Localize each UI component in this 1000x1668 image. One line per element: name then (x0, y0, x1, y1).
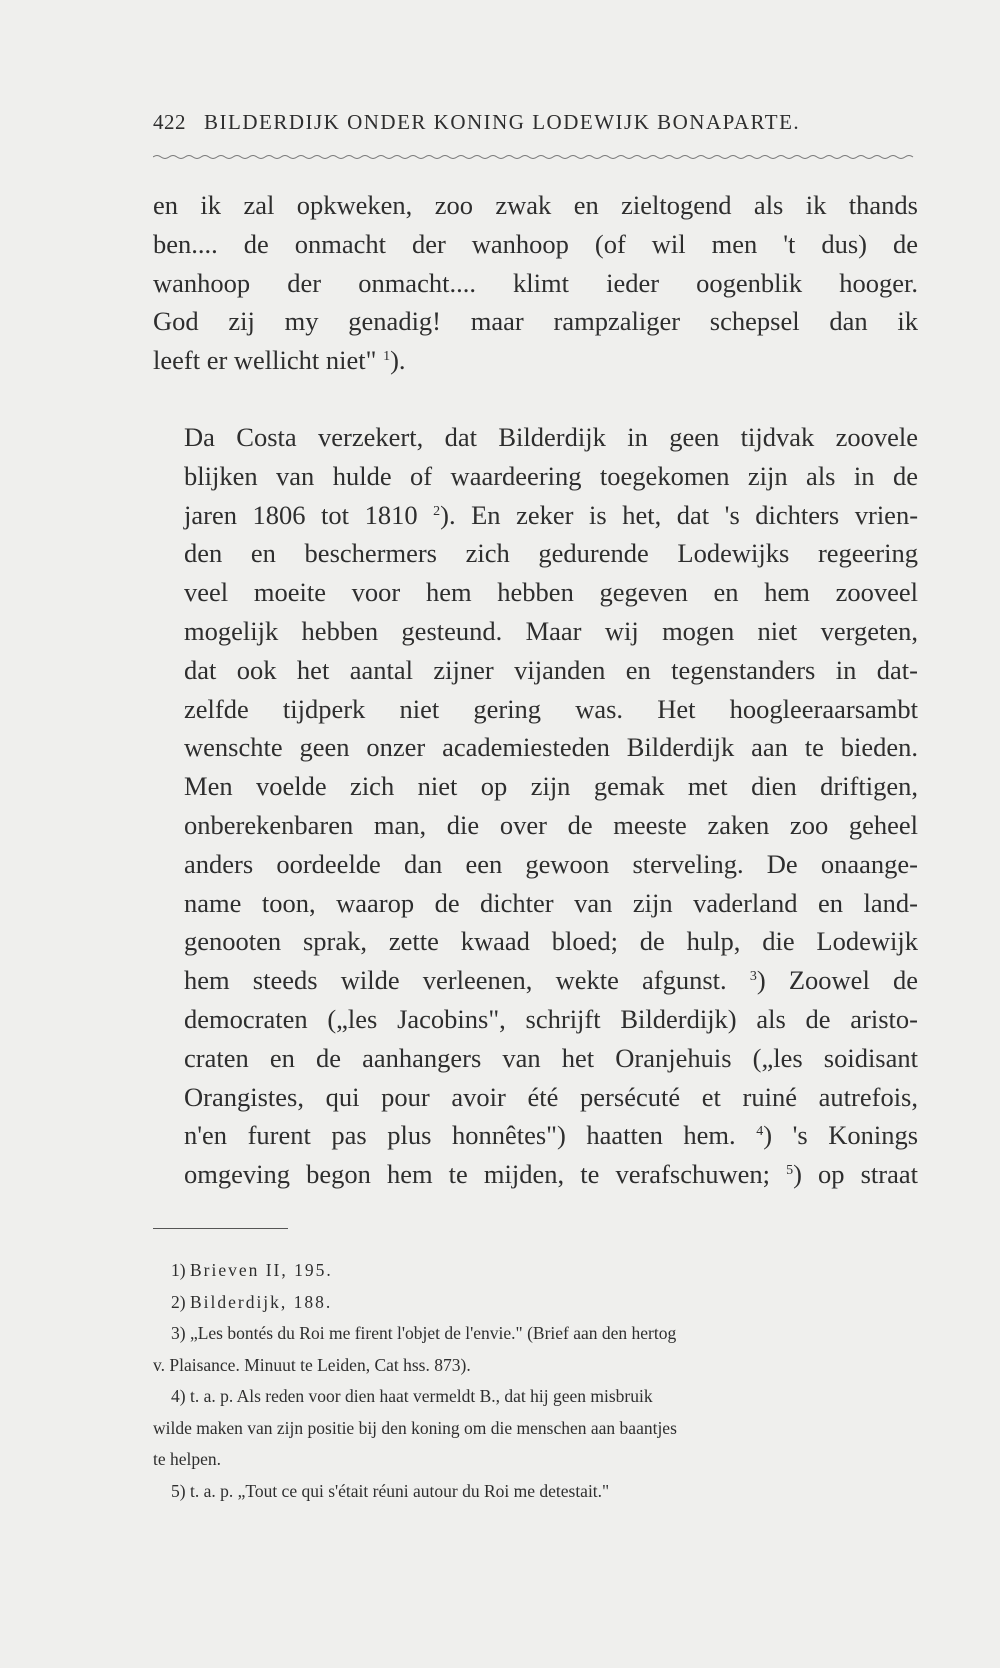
footnote-separator (153, 1228, 288, 1229)
header-ornamental-rule (153, 152, 917, 162)
footnote-3-continued: v. Plaisance. Minuut te Leiden, Cat hss. 873). (153, 1354, 471, 1375)
text-fragment: ) op straat (793, 1159, 919, 1190)
text-fragment: leeft er wellicht niet" (153, 345, 377, 376)
text-line (153, 341, 918, 380)
text-line: genooten sprak, zette kwaad bloed; de hulp, die Lodewijk (184, 926, 918, 957)
text-line: veel moeite voor hem hebben gegeven en hem zooveel (184, 577, 918, 608)
footnote-number: 1) (171, 1260, 186, 1280)
body-text (153, 186, 918, 1194)
footnote-number: 2) (171, 1291, 186, 1312)
text-line: wenschte geen onzer academiesteden Bilderdijk aan te bieden. (184, 732, 918, 763)
text-line (153, 1155, 918, 1194)
footnote-2 (153, 1287, 913, 1319)
footnote-3 (153, 1318, 913, 1350)
text-fragment: ). (390, 345, 406, 376)
footnote-number: 3) (171, 1323, 186, 1343)
text-fragment: hem steeds wilde verleenen, wekte afgunst. (184, 965, 727, 996)
page-header (153, 110, 913, 135)
text-line (153, 1116, 918, 1155)
footnote-5 (153, 1476, 913, 1508)
text-fragment: omgeving begon hem te mijden, te verafschuwen; (184, 1159, 770, 1190)
text-line: zelfde tijdperk niet gering was. Het hoogleeraarsambt (184, 693, 918, 724)
text-line: wanhoop der onmacht.... klimt ieder oogenblik hooger. (153, 267, 918, 298)
text-line: Men voelde zich niet op zijn gemak met dien driftigen, (184, 771, 918, 802)
text-line (153, 496, 918, 535)
page-number: 422 (153, 110, 186, 134)
text-line: onberekenbaren man, die over de meeste zaken zoo geheel (184, 809, 918, 840)
text-line: mogelijk hebben gesteund. Maar wij mogen niet vergeten, (184, 615, 918, 646)
footnote-text: t. a. p. „Tout ce qui s'était réuni autour du Roi me detestait." (189, 1480, 610, 1501)
running-title: BILDERDIJK ONDER KONING LODEWIJK BONAPARTE. (204, 110, 801, 134)
text-line: Da Costa verzekert, dat Bilderdijk in geen tijdvak zoovele (184, 421, 918, 452)
footnote-ref: 5 (786, 1163, 794, 1179)
footnote-ref: 4 (756, 1124, 764, 1140)
text-fragment: ). En zeker is het, dat 's dichters vrien- (440, 499, 919, 530)
footnotes (153, 1255, 913, 1507)
text-line: God zij my genadig! maar rampzaliger schepsel dan ik (153, 306, 918, 337)
paragraph-quote-end (153, 186, 918, 380)
text-line: name toon, waarop de dichter van zijn vaderland en land- (184, 887, 918, 918)
text-line: blijken van hulde of waardeering toegekomen zijn als in de (184, 460, 918, 491)
text-line: den en beschermers zich gedurende Lodewijks regeering (184, 538, 918, 569)
text-line: democraten („les Jacobins", schrijft Bilderdijk) als de aristo- (184, 1003, 918, 1034)
footnote-1 (153, 1255, 913, 1287)
footnote-ref: 2 (433, 503, 441, 519)
footnote-number: 5) (171, 1480, 186, 1501)
text-fragment: jaren 1806 tot 1810 (184, 499, 418, 530)
footnote-number: 4) (171, 1386, 186, 1406)
text-fragment: ) Zoowel de (756, 965, 918, 996)
text-line: craten en de aanhangers van het Oranjehuis („les soidisant (184, 1042, 918, 1073)
text-line: Orangistes, qui pour avoir été persécuté et ruiné autrefois, (184, 1081, 918, 1112)
text-fragment: n'en furent pas plus honnêtes") haatten hem. (184, 1120, 736, 1151)
footnote-text: „Les bontés du Roi me firent l'objet de l'envie." (Brief aan den hertog (189, 1323, 677, 1343)
footnote-ref: 1 (383, 349, 391, 365)
footnote-4-continued: te helpen. (153, 1449, 222, 1469)
text-line (153, 961, 918, 1000)
text-line: en ik zal opkweken, zoo zwak en zieltogend als ik thands (153, 190, 918, 220)
paragraph-main (153, 418, 918, 1194)
text-line: anders oordeelde dan een gewoon sterveling. De onaange- (184, 848, 918, 879)
text-fragment: ) 's Konings (763, 1120, 919, 1151)
footnote-4-continued: wilde maken van zijn positie bij den koning om die menschen aan baantjes (153, 1417, 677, 1438)
footnote-ref: 3 (749, 969, 757, 985)
footnote-4 (153, 1381, 913, 1413)
footnote-text: t. a. p. Als reden voor dien haat vermeldt B., dat hij geen misbruik (189, 1386, 653, 1406)
text-line: ben.... de onmacht der wanhoop (of wil men 't dus) de (153, 228, 918, 259)
footnote-text: Brieven II, 195. (189, 1260, 333, 1280)
text-line: dat ook het aantal zijner vijanden en tegenstanders in dat- (184, 654, 918, 685)
footnote-text: Bilderdijk, 188. (189, 1291, 333, 1312)
